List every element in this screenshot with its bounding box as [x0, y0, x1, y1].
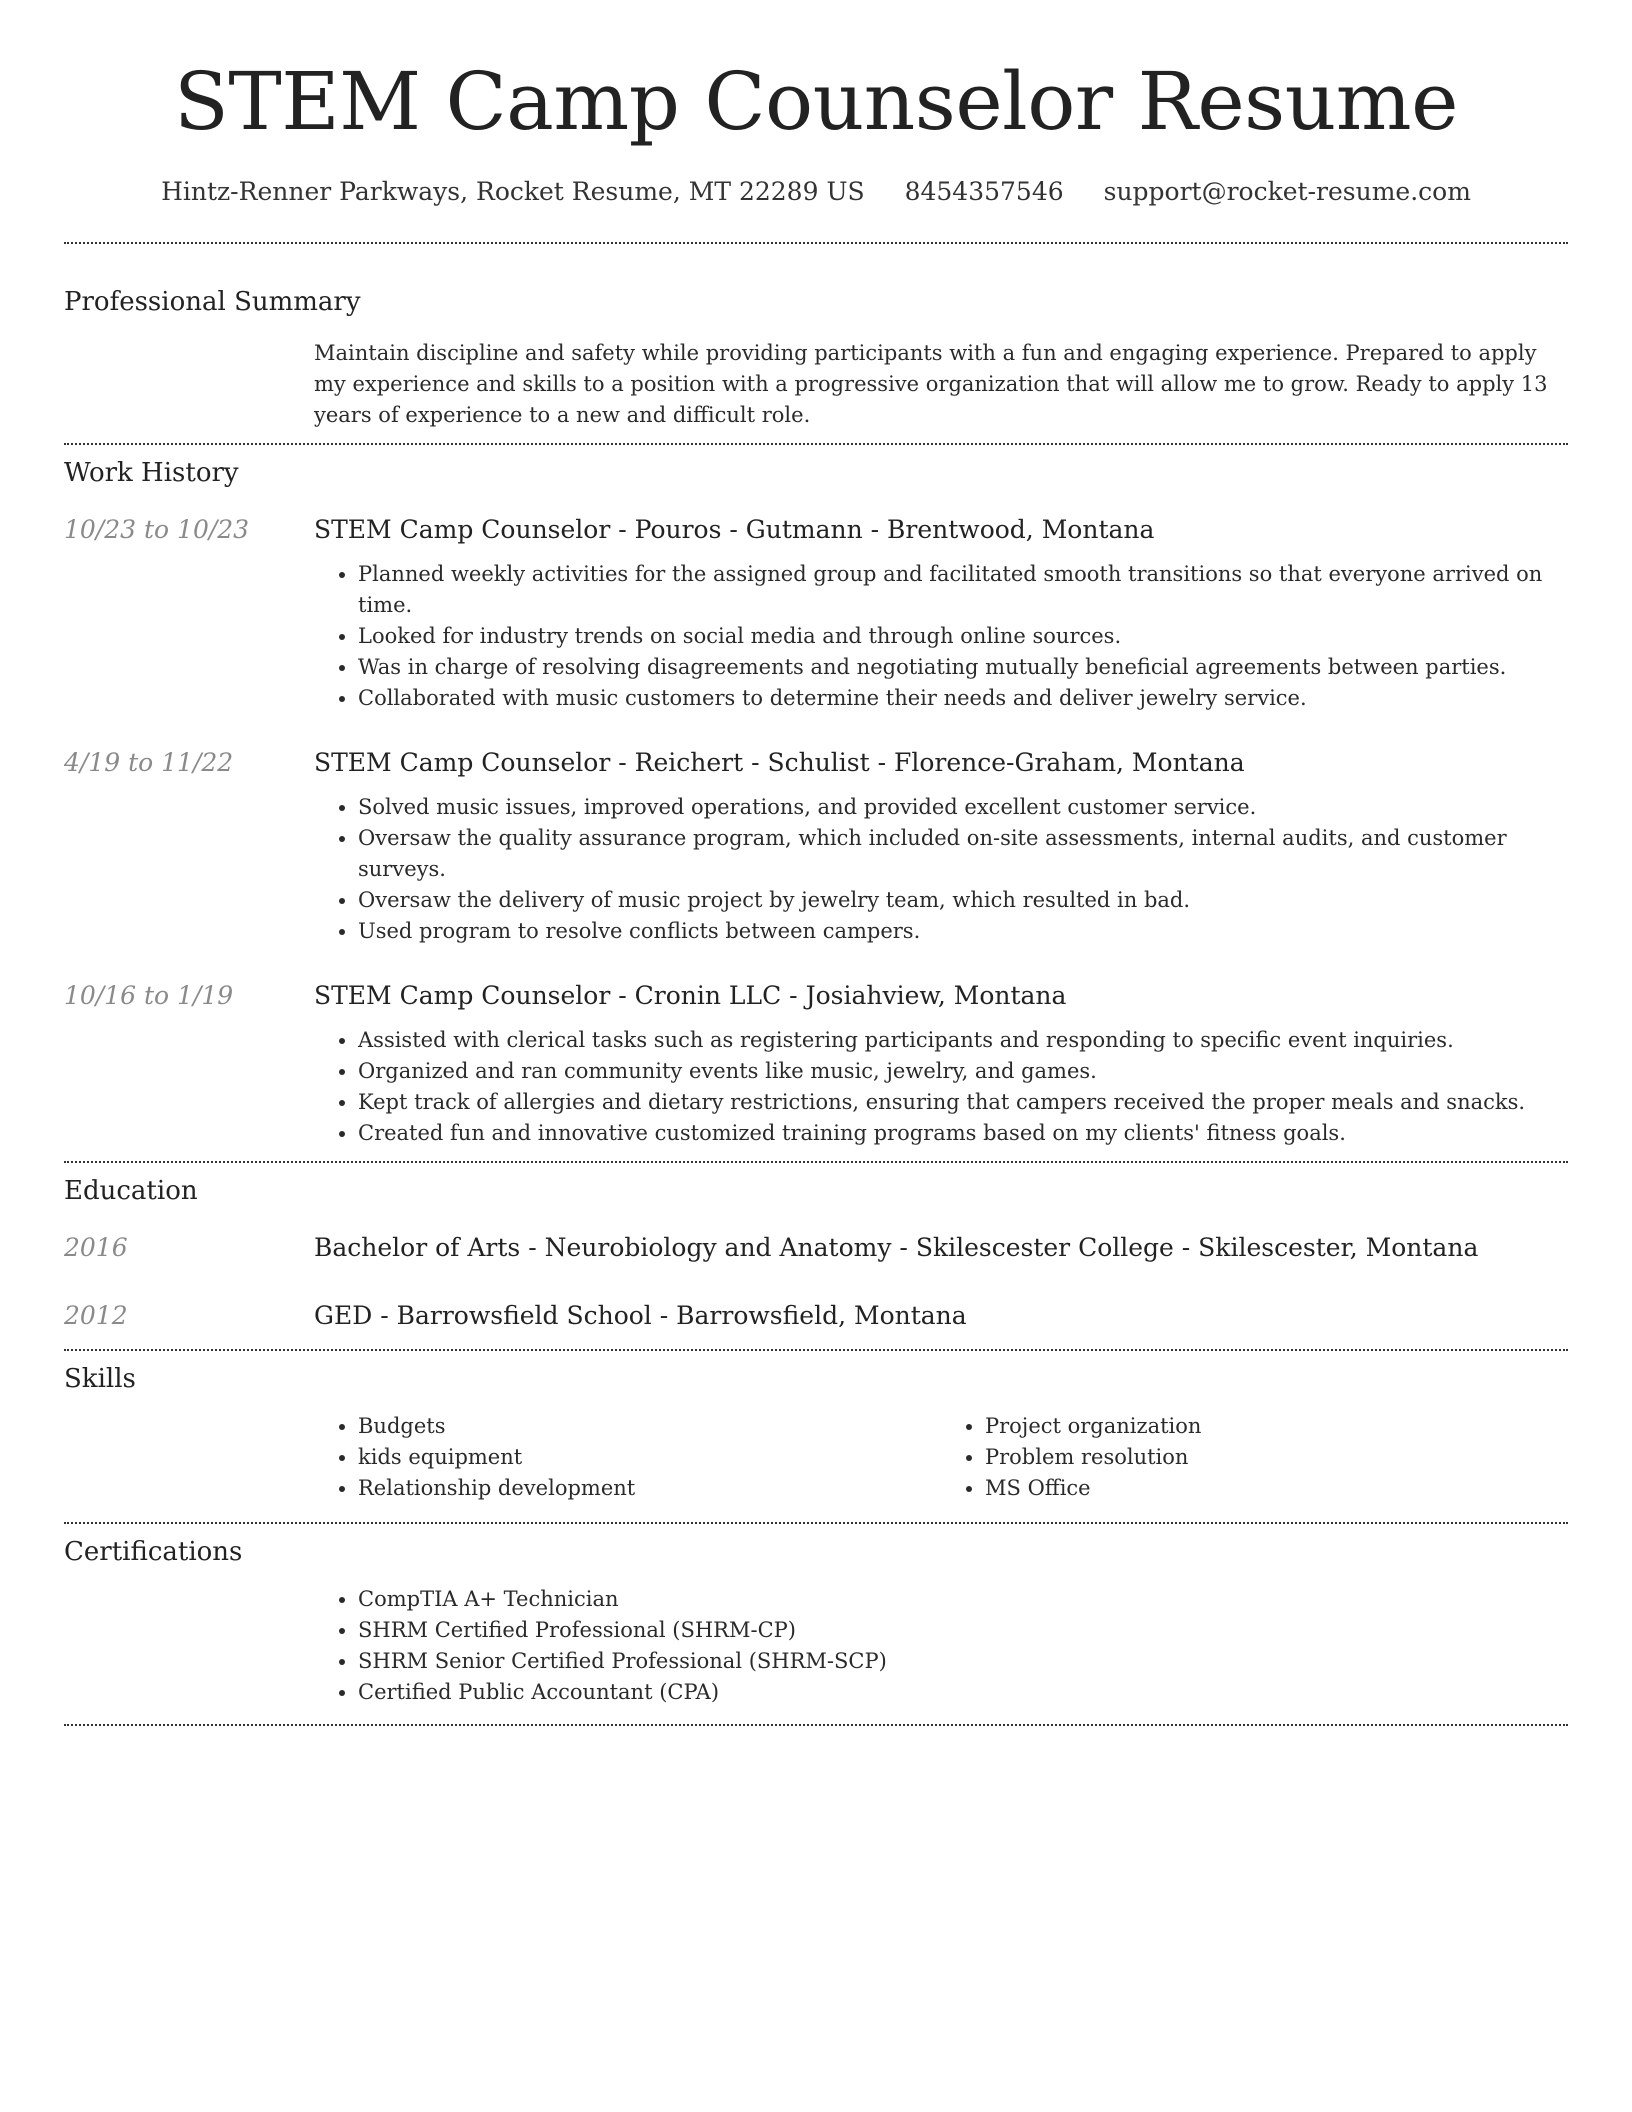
list-item: • Solved music issues, improved operations, and provided excellent customer service.	[358, 792, 1568, 823]
education-entry	[64, 1299, 1568, 1333]
job-title: STEM Camp Counselor - Reichert - Schulist - Florence-Graham, Montana	[314, 748, 1245, 777]
summary-section	[64, 284, 1568, 431]
education-entry	[64, 1231, 1568, 1265]
certifications-heading: Certifications	[64, 1537, 243, 1567]
job-dates: 10/23 to 10/23	[64, 515, 250, 544]
skills-section	[64, 1361, 1568, 1504]
divider	[64, 1349, 1568, 1351]
skills-heading: Skills	[64, 1364, 136, 1394]
contact-email: support@rocket-resume.com	[1103, 177, 1471, 206]
skills-grid	[314, 1411, 1568, 1504]
education-text: GED - Barrowsfield School - Barrowsfield, Montana	[314, 1301, 967, 1330]
skills-list-right	[941, 1411, 1568, 1504]
list-item: • Project organization	[985, 1411, 1568, 1442]
education-heading: Education	[64, 1176, 198, 1206]
summary-text: Maintain discipline and safety while providing participants with a fun and engaging experience. Prepared to apply my experience and skills to a position with a progressive organization that will allow me to grow. Ready to apply 13 years of experience to a new and difficult role.	[314, 341, 1548, 427]
list-item: • Certified Public Accountant (CPA)	[358, 1677, 1568, 1708]
certifications-list	[314, 1584, 1568, 1708]
list-item: • Created fun and innovative customized training programs based on my clients' fitness goals.	[358, 1118, 1568, 1149]
list-item: • Relationship development	[358, 1473, 941, 1504]
education-year: 2016	[64, 1233, 128, 1262]
skills-list-left	[314, 1411, 941, 1504]
education-section	[64, 1173, 1568, 1333]
job-entry	[64, 979, 1568, 1149]
list-item: • kids equipment	[358, 1442, 941, 1473]
contact-phone: 8454357546	[904, 177, 1064, 206]
job-dates: 10/16 to 1/19	[64, 981, 234, 1010]
list-item: • Collaborated with music customers to determine their needs and deliver jewelry service.	[358, 683, 1568, 714]
job-dates: 4/19 to 11/22	[64, 748, 234, 777]
education-year: 2012	[64, 1301, 128, 1330]
list-item: • Assisted with clerical tasks such as registering participants and responding to specific event inquiries.	[358, 1025, 1568, 1056]
list-item: • Oversaw the quality assurance program, which included on-site assessments, internal audits, and customer surveys.	[358, 823, 1568, 885]
summary-heading: Professional Summary	[64, 287, 361, 317]
job-entry	[64, 513, 1568, 714]
job-bullets	[314, 559, 1568, 714]
divider	[64, 1522, 1568, 1524]
contact-line	[64, 176, 1568, 208]
list-item: • Organized and ran community events like music, jewelry, and games.	[358, 1056, 1568, 1087]
work-section	[64, 455, 1568, 1149]
list-item: • Oversaw the delivery of music project by jewelry team, which resulted in bad.	[358, 885, 1568, 916]
list-item: • Budgets	[358, 1411, 941, 1442]
job-entry	[64, 746, 1568, 947]
page-title: STEM Camp Counselor Resume	[174, 55, 1458, 148]
list-item: • CompTIA A+ Technician	[358, 1584, 1568, 1615]
list-item: • Problem resolution	[985, 1442, 1568, 1473]
divider	[64, 1724, 1568, 1726]
list-item: • Was in charge of resolving disagreements and negotiating mutually beneficial agreements between parties.	[358, 652, 1568, 683]
list-item: • MS Office	[985, 1473, 1568, 1504]
education-text: Bachelor of Arts - Neurobiology and Anatomy - Skilescester College - Skilescester, Montana	[314, 1233, 1479, 1262]
divider	[64, 443, 1568, 445]
contact-address: Hintz-Renner Parkways, Rocket Resume, MT 22289 US	[161, 177, 865, 206]
list-item: • Planned weekly activities for the assigned group and facilitated smooth transitions so that everyone arrived on time.	[358, 559, 1568, 621]
list-item: • Kept track of allergies and dietary restrictions, ensuring that campers received the proper meals and snacks.	[358, 1087, 1568, 1118]
certifications-section	[64, 1534, 1568, 1708]
job-title: STEM Camp Counselor - Cronin LLC - Josiahview, Montana	[314, 981, 1067, 1010]
list-item: • Looked for industry trends on social media and through online sources.	[358, 621, 1568, 652]
list-item: • SHRM Certified Professional (SHRM-CP)	[358, 1615, 1568, 1646]
list-item: • SHRM Senior Certified Professional (SHRM-SCP)	[358, 1646, 1568, 1677]
list-item: • Used program to resolve conflicts between campers.	[358, 916, 1568, 947]
divider	[64, 1161, 1568, 1163]
job-bullets	[314, 792, 1568, 947]
work-heading: Work History	[64, 458, 239, 488]
divider	[64, 242, 1568, 244]
job-bullets	[314, 1025, 1568, 1149]
job-title: STEM Camp Counselor - Pouros - Gutmann - Brentwood, Montana	[314, 515, 1155, 544]
